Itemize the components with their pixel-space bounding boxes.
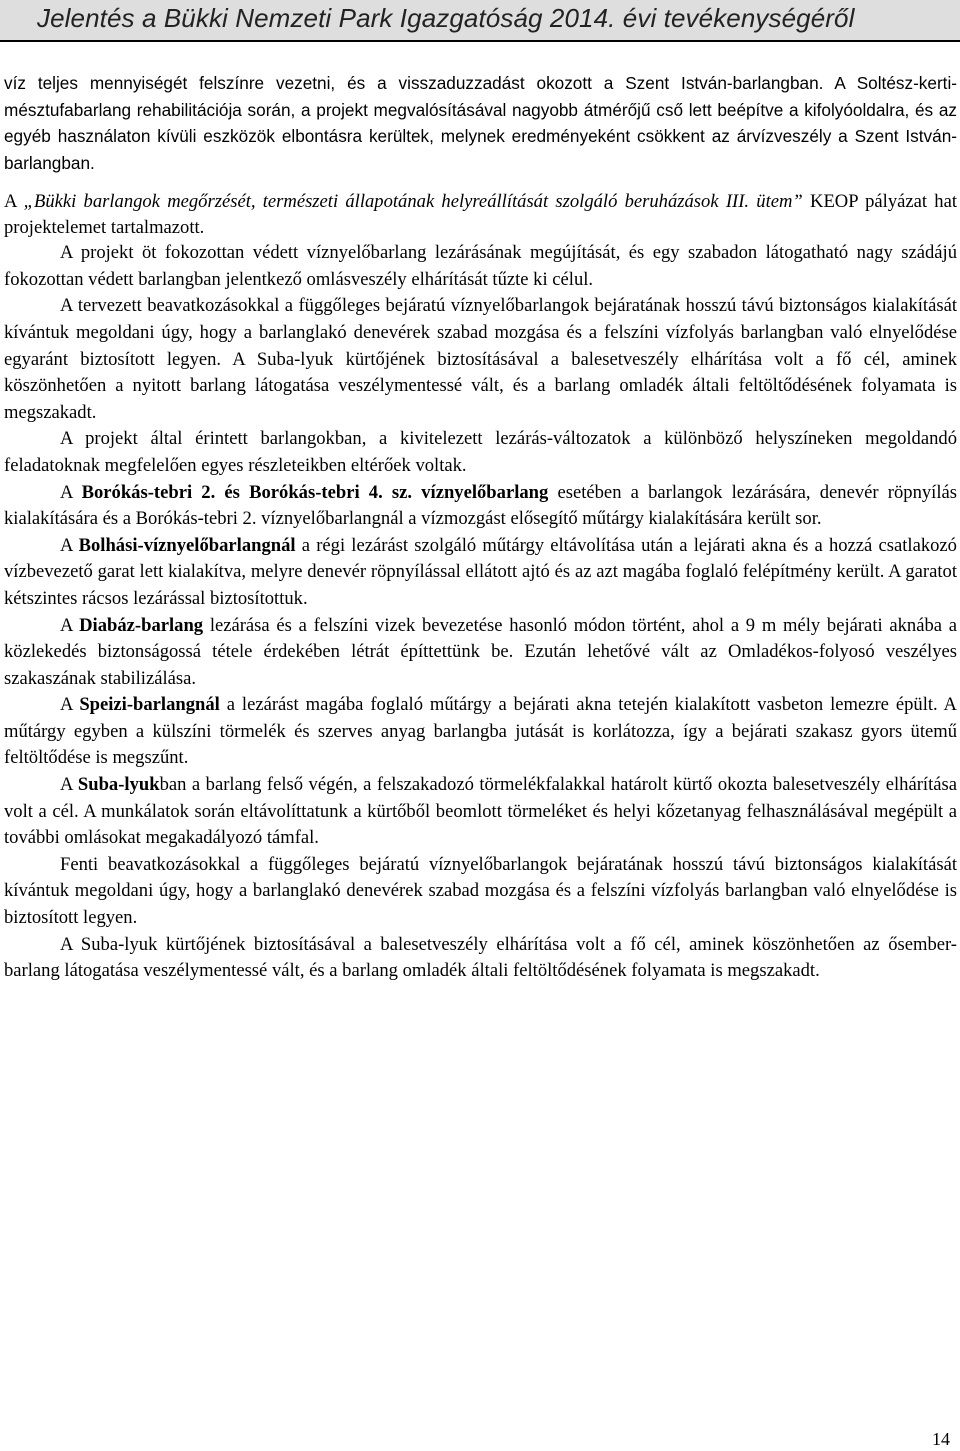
- paragraph-diabaz: [4, 613, 957, 693]
- paragraph-summary-suba-lyuk: [4, 932, 957, 985]
- paragraph-text: a lezárást magába foglaló műtárgy a bejárati akna tetején kialakított vasbeton lemezre épült. A műtárgy egyben a külszíni törmelék és szerves anyag barlangba jutását is korlátozza, így a bejárati szakasz gyors ütemű feltöltődése is megszűnt.: [4, 694, 957, 769]
- paragraph-speizi: [4, 692, 957, 772]
- paragraph-text: A projekt által érintett barlangokban, a kivitelezett lezárás-változatok a különböző helyszíneken megoldandó feladatoknak megfelelően egyes részleteikben eltérőek voltak.: [4, 428, 957, 476]
- paragraph-text: A: [4, 191, 24, 213]
- cave-name-bold: Borókás-tebri 2. és Borókás-tebri 4. sz. víznyelőbarlang: [81, 481, 549, 503]
- paragraph-text: A: [60, 614, 80, 636]
- paragraph-suba-lyuk: [4, 772, 957, 852]
- paragraph-text: A Suba-lyuk kürtőjének biztosításával a balesetveszély elhárítása volt a fő cél, aminek köszönhetően az ősember-barlang látogatása veszélymentessé vált, és a barlang omladék általi feltöltődésének folyamata is megszakadt.: [4, 933, 957, 982]
- project-title-italic: „Bükki barlangok megőrzését, természeti állapotának helyreállítását szolgáló beruházások III. ütem”: [23, 191, 803, 213]
- paragraph-text: A tervezett beavatkozásokkal a függőleges bejáratú víznyelőbarlangok bejáratának hosszú távú biztonságos kialakítását kívántuk megoldani úgy, hogy a barlanglakó denevérek szabad mozgása és a felszíni vízfolyás barlangban való elnyelődése egyaránt biztosított legyen. A Suba-lyuk kürtőjének biztosításával a balesetveszély elhárítása volt a fő cél, aminek köszönhetően a nyitott barlang látogatása veszélymentessé vált, és a barlang omladék általi feltöltődésének folyamata is megszakadt.: [4, 295, 957, 423]
- paragraph-text: Fenti beavatkozásokkal a függőleges bejáratú víznyelőbarlangok bejáratának hosszú távú biztonságos kialakítását kívántuk megoldani úgy, hogy a barlanglakó denevérek szabad mozgása és a felszíni vízfolyás barlangban való elnyelődése is biztosított legyen.: [4, 853, 957, 929]
- cave-name-bold: Diabáz-barlang: [79, 614, 204, 636]
- paragraph-text: A projekt öt fokozottan védett víznyelőbarlang lezárásának megújítását, és egy szabadon látogatható nagy szádájú fokozottan védett barlangban jelentkező omlásveszély elhárítását tűzte ki célul.: [4, 242, 957, 290]
- paragraph-project-goals: [4, 240, 957, 293]
- paragraph-text: víz teljes mennyiségét felszínre vezetni, és a visszaduzzadást okozott a Szent István-barlangban. A Soltész-kerti-mésztufabarlang rehabilitációja során, a projekt megvalósításával nagyobb átmérőjű cső lett beépítve a kifolyóoldalra, és az egyéb használaton kívüli eszközök elbontásra kerültek, melynek eredményeként csökkent az árvízveszély a Szent István-barlangban.: [4, 73, 957, 173]
- paragraph-text: A: [60, 481, 82, 503]
- header-title: Jelentés a Bükki Nemzeti Park Igazgatóság 2014. évi tevékenységéről: [37, 3, 855, 33]
- cave-name-bold: Suba-lyuk: [77, 774, 160, 796]
- paragraph-text: KEOP pályázat hat projektelemet tartalmazott.: [4, 191, 957, 238]
- paragraph-borokas-tebri: [4, 480, 957, 533]
- cave-name-bold: Bolhási-víznyelőbarlangnál: [78, 534, 296, 556]
- document-body: [4, 70, 957, 985]
- cave-name-bold: Speizi-barlangnál: [79, 694, 220, 716]
- paragraph-soltesz-kerti: [4, 70, 957, 176]
- paragraph-text: lezárása és a felszíni vizek bevezetése hasonló módon történt, ahol a 9 m mély bejárati aknába a közlekedés biztonságossá tétele érdekében létrát építtettünk be. Ezután lehetővé vált az Omladékos-folyosó veszélyes szakaszának stabilizálása.: [4, 614, 957, 689]
- paragraph-text: A: [60, 774, 78, 796]
- paragraph-keop-intro: [4, 189, 957, 240]
- paragraph-affected-caves: [4, 426, 957, 479]
- paragraph-text: A: [60, 694, 80, 716]
- paragraph-bolhasi: [4, 533, 957, 613]
- paragraph-text: ban a barlang felső végén, a felszakadozó törmelékfalakkal határolt kürtő okozta balesetveszély elhárítása volt a cél. A munkálatok során eltávolíttatunk a kürtőből beomlott törmeléket és helyi kőzetanyag felhasználásával megépült a további omlásokat megakadályozó támfal.: [4, 774, 957, 849]
- paragraph-text: esetében a barlangok lezárására, denevér röpnyílás kialakítására és a Borókás-tebri 2. víznyelőbarlangnál a vízmozgást elősegítő műtárgy kialakítására került sor.: [4, 481, 957, 530]
- page-number: 14: [932, 1429, 950, 1449]
- paragraph-planned-interventions: [4, 293, 957, 426]
- paragraph-summary-interventions: [4, 852, 957, 932]
- paragraph-text: A: [60, 534, 79, 556]
- paragraph-text: a régi lezárást szolgáló műtárgy eltávolítása után a lejárati akna és a hozzá csatlakozó vízbevezető garat lett kialakítva, melyre denevér röpnyílással ellátott ajtó és az azt magába foglaló felépítmény került. A garatot kétszintes rácsos lezárással biztosítottuk.: [4, 534, 957, 609]
- page-header: [0, 0, 960, 42]
